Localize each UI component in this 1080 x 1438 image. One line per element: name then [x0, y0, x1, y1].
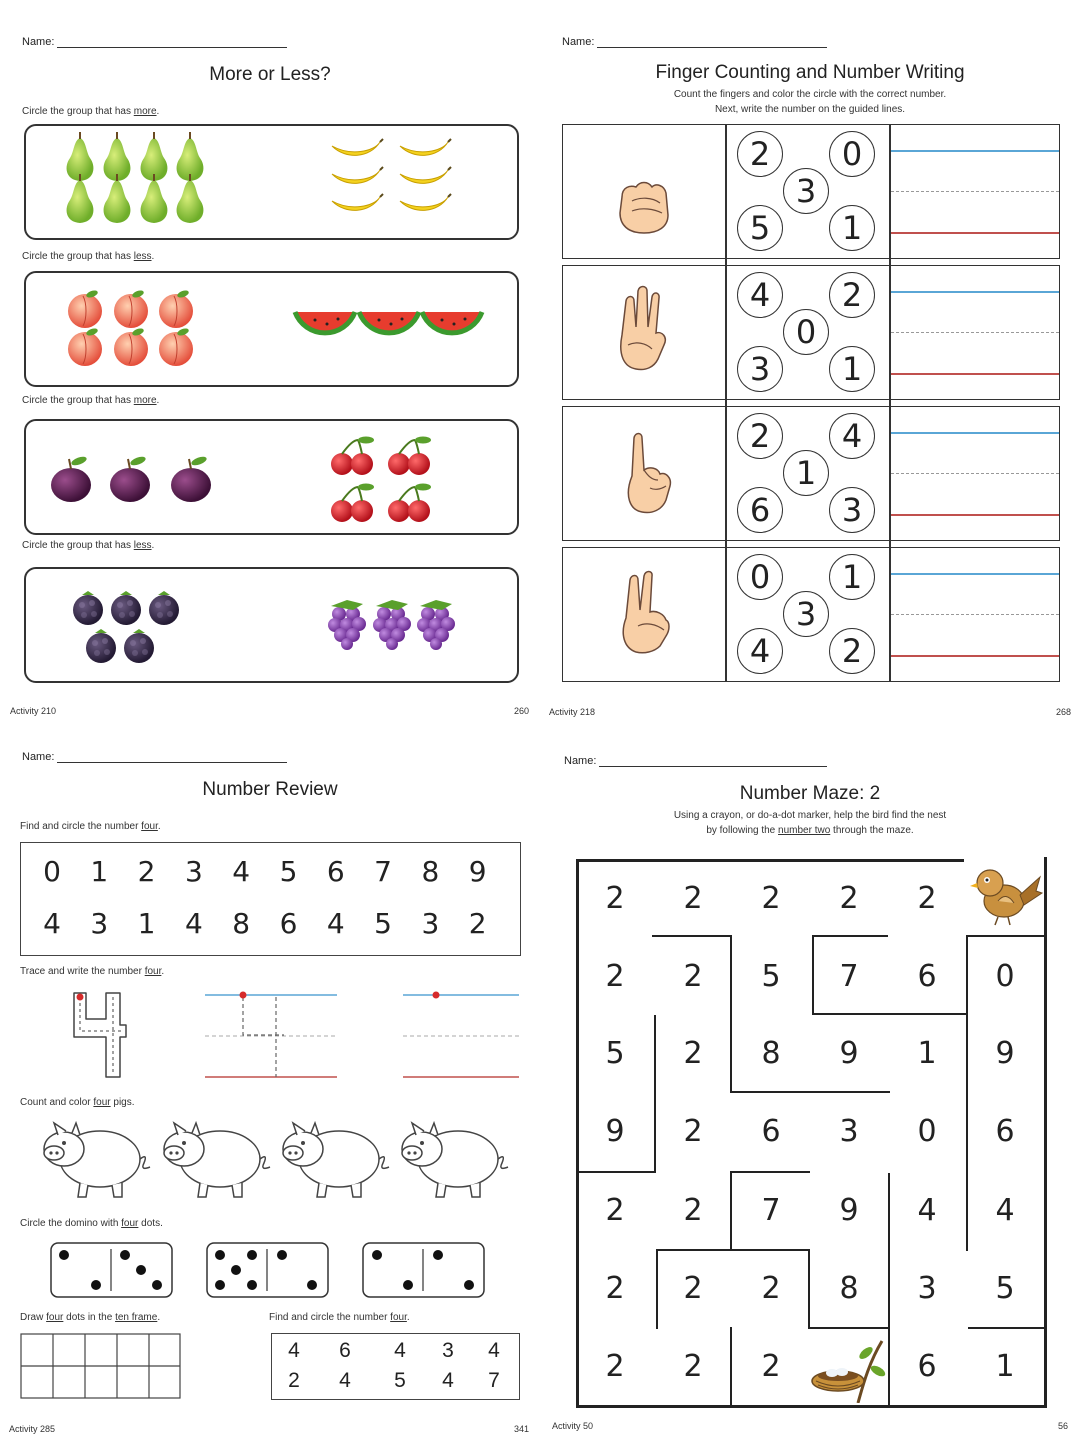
maze-wall: [730, 1327, 732, 1407]
maze-cell[interactable]: 2: [683, 1271, 703, 1306]
maze-cell[interactable]: 2: [683, 1193, 703, 1228]
maze-cell[interactable]: 5: [605, 1036, 625, 1071]
name-line[interactable]: [599, 766, 827, 767]
number-circle[interactable]: 1: [829, 205, 875, 251]
name-line[interactable]: [57, 762, 287, 763]
grid-number[interactable]: 2: [137, 855, 156, 888]
grid-number[interactable]: 4: [43, 907, 61, 940]
number-circle[interactable]: 5: [737, 205, 783, 251]
maze-cell[interactable]: 2: [761, 881, 781, 916]
footer-page: 56: [1058, 1421, 1069, 1431]
footer-activity: Activity 218: [549, 707, 596, 717]
pig-icon: [164, 1123, 270, 1197]
maze-cell[interactable]: 1: [917, 1036, 937, 1071]
name-label: Name:: [564, 755, 597, 767]
cherries-group: [331, 437, 431, 523]
writing-lines-1[interactable]: [891, 124, 1059, 259]
maze-cell[interactable]: 7: [761, 1193, 781, 1228]
maze-wall: [730, 1171, 732, 1251]
instruction-find-four-2: Find and circle the number four.: [269, 1312, 410, 1323]
number-circle[interactable]: 2: [737, 131, 783, 177]
maze-cell[interactable]: 9: [839, 1036, 859, 1071]
find-number[interactable]: 7: [488, 1369, 500, 1392]
footer-page: 341: [514, 1424, 530, 1434]
instruction-ten-frame: Draw four dots in the ten frame.: [20, 1312, 161, 1323]
page-title: Number Maze: 2: [739, 783, 881, 804]
maze-cell[interactable]: 2: [761, 1271, 781, 1306]
maze-wall: [730, 935, 732, 1093]
maze-wall: [1044, 857, 1047, 1407]
maze-wall: [812, 1013, 968, 1015]
maze-cell[interactable]: 8: [761, 1036, 781, 1071]
writing-lines-4[interactable]: [891, 547, 1059, 682]
footer-activity: Activity 210: [10, 706, 57, 716]
maze-cell[interactable]: 6: [917, 959, 937, 994]
number-circle[interactable]: 2: [829, 272, 875, 318]
worksheet-more-or-less: [0, 0, 540, 719]
maze-cell[interactable]: 0: [995, 959, 1015, 994]
instruction-4: Circle the group that has less.: [22, 540, 155, 551]
maze-cell[interactable]: 9: [839, 1193, 859, 1228]
number-circle[interactable]: 0: [783, 309, 829, 355]
maze-cell[interactable]: 2: [683, 881, 703, 916]
number-circle[interactable]: 4: [829, 413, 875, 459]
number-circle[interactable]: 6: [737, 487, 783, 533]
maze-wall: [966, 935, 1046, 937]
maze-wall: [888, 1327, 890, 1407]
maze-wall: [968, 1327, 1046, 1329]
trace-four-area[interactable]: [0, 979, 540, 1089]
maze-cell[interactable]: 4: [995, 1193, 1015, 1228]
maze-cell[interactable]: 6: [917, 1349, 937, 1384]
maze-wall: [730, 1171, 810, 1173]
maze-wall: [576, 1405, 1047, 1408]
maze-wall: [652, 935, 732, 937]
grid-number[interactable]: 0: [43, 855, 61, 888]
maze-wall: [730, 1091, 890, 1093]
grid-number[interactable]: 4: [326, 907, 345, 940]
fruit-illustrations: [0, 0, 540, 719]
grid-number[interactable]: 4: [184, 907, 203, 940]
maze-wall: [576, 859, 964, 862]
number-circle[interactable]: 1: [829, 346, 875, 392]
maze-wall: [576, 1171, 654, 1173]
number-circle[interactable]: 3: [829, 487, 875, 533]
footer-activity: Activity 50: [552, 1421, 594, 1431]
plums-group: [51, 455, 211, 502]
maze-wall: [812, 935, 888, 937]
number-circle[interactable]: 2: [737, 413, 783, 459]
writing-lines-2[interactable]: [891, 265, 1059, 400]
maze-cell[interactable]: 3: [917, 1271, 937, 1306]
grid-number[interactable]: 4: [232, 855, 251, 888]
maze-cell[interactable]: 2: [605, 1349, 625, 1384]
grid-number[interactable]: 1: [90, 855, 109, 888]
pig-icon: [283, 1123, 389, 1197]
instruction-3: Circle the group that has more.: [22, 395, 160, 406]
page-title: More or Less?: [209, 64, 331, 85]
column-divider: [725, 124, 727, 682]
grid-number[interactable]: 9: [468, 855, 487, 888]
maze-cell[interactable]: 2: [605, 881, 625, 916]
number-circle[interactable]: 2: [829, 628, 875, 674]
maze-wall: [656, 1249, 658, 1329]
maze-cell[interactable]: 2: [761, 1349, 781, 1384]
grid-number[interactable]: 7: [374, 855, 392, 888]
worksheet-number-maze: [540, 719, 1080, 1438]
grid-number[interactable]: 1: [137, 907, 156, 940]
find-number[interactable]: 2: [288, 1369, 300, 1392]
find-number[interactable]: 4: [488, 1339, 500, 1362]
peaches-group: [68, 289, 193, 366]
grid-number[interactable]: 2: [468, 907, 487, 940]
pigs-row: [0, 1117, 540, 1207]
number-circle[interactable]: 3: [737, 346, 783, 392]
pig-icon: [402, 1123, 508, 1197]
subtitle-line-2: by following the number two through the maze.: [706, 825, 914, 836]
grid-number[interactable]: 3: [421, 907, 440, 940]
maze-wall: [888, 1173, 890, 1329]
maze-wall: [576, 859, 579, 1407]
maze-wall: [656, 1249, 810, 1251]
number-circle[interactable]: 1: [783, 450, 829, 496]
maze-cell[interactable]: 0: [917, 1114, 937, 1149]
number-circle[interactable]: 0: [737, 554, 783, 600]
maze-cell[interactable]: 1: [995, 1349, 1015, 1384]
maze-cell[interactable]: 2: [605, 959, 625, 994]
find-number[interactable]: 6: [339, 1339, 351, 1362]
maze-cell[interactable]: 2: [683, 1349, 703, 1384]
maze-cell[interactable]: 8: [839, 1271, 859, 1306]
maze-cell[interactable]: 6: [995, 1114, 1015, 1149]
maze-cell[interactable]: 2: [683, 1114, 703, 1149]
maze-cell[interactable]: 3: [839, 1114, 859, 1149]
find-number[interactable]: 5: [394, 1369, 406, 1392]
number-circle[interactable]: 4: [737, 272, 783, 318]
maze-cell[interactable]: 2: [839, 881, 859, 916]
pig-icon: [44, 1123, 150, 1197]
maze-cell[interactable]: 2: [917, 881, 937, 916]
find-number[interactable]: 4: [339, 1369, 351, 1392]
instruction-count-pigs: Count and color four pigs.: [20, 1097, 135, 1108]
maze-cell[interactable]: 2: [683, 1036, 703, 1071]
maze-wall: [808, 1249, 810, 1329]
grid-number[interactable]: 8: [232, 907, 251, 940]
grid-number[interactable]: 6: [279, 907, 298, 940]
maze-wall: [808, 1327, 890, 1329]
find-number[interactable]: 4: [394, 1339, 406, 1362]
find-number[interactable]: 4: [442, 1369, 454, 1392]
subtitle-line-1: Count the fingers and color the circle with the correct number.: [673, 89, 947, 100]
maze-wall: [966, 935, 968, 1251]
grid-number[interactable]: 3: [90, 907, 109, 940]
maze-cell[interactable]: 9: [995, 1036, 1015, 1071]
number-circle[interactable]: 0: [829, 131, 875, 177]
maze-cell[interactable]: 4: [917, 1193, 937, 1228]
maze-cell[interactable]: 2: [605, 1271, 625, 1306]
writing-lines-3[interactable]: [891, 406, 1059, 541]
grid-number[interactable]: 3: [184, 855, 203, 888]
maze-cell[interactable]: 2: [605, 1193, 625, 1228]
worksheet-number-review: [0, 719, 540, 1438]
maze-cell[interactable]: 5: [995, 1271, 1015, 1306]
subtitle-line-1: Using a crayon, or do-a-dot marker, help the bird find the nest: [673, 810, 947, 821]
maze-cell[interactable]: 6: [761, 1114, 781, 1149]
bananas-group: [332, 139, 451, 210]
instruction-domino: Circle the domino with four dots.: [20, 1218, 163, 1229]
blackberries-group: [73, 591, 179, 663]
number-circle[interactable]: 4: [737, 628, 783, 674]
page-title: Number Review: [202, 779, 338, 800]
name-label: Name:: [562, 36, 595, 48]
ten-frame[interactable]: [20, 1333, 182, 1401]
maze-cell[interactable]: 9: [605, 1114, 625, 1149]
worksheet-finger-counting: [540, 0, 1080, 719]
dominoes-row[interactable]: [0, 1239, 540, 1303]
maze-wall: [812, 935, 814, 1015]
grid-number[interactable]: 5: [374, 907, 392, 940]
footer-activity: Activity 285: [9, 1424, 56, 1434]
maze-wall: [654, 1015, 656, 1173]
maze-cell[interactable]: 7: [839, 959, 859, 994]
footer-page: 260: [514, 706, 530, 716]
name-label: Name:: [22, 36, 55, 48]
page-title: Finger Counting and Number Writing: [655, 62, 965, 83]
pears-group: [67, 132, 204, 223]
instruction-2: Circle the group that has less.: [22, 251, 155, 262]
footer-page: 268: [1056, 707, 1072, 717]
instruction-find-four: Find and circle the number four.: [20, 821, 161, 832]
grapes-group: [328, 600, 455, 650]
subtitle-line-2: Next, write the number on the guided lines.: [714, 104, 906, 115]
instruction-1: Circle the group that has more.: [22, 106, 160, 117]
grid-number[interactable]: 5: [279, 855, 298, 888]
name-label: Name:: [22, 751, 55, 763]
number-circle[interactable]: 3: [783, 591, 829, 637]
maze-cell[interactable]: 5: [761, 959, 781, 994]
maze-cell[interactable]: 2: [683, 959, 703, 994]
number-circle[interactable]: 3: [783, 168, 829, 214]
nest-icon: [808, 1331, 886, 1403]
bird-icon: [968, 859, 1044, 933]
grid-number[interactable]: 8: [421, 855, 440, 888]
instruction-trace-four: Trace and write the number four.: [20, 966, 165, 977]
watermelons-group: [295, 312, 482, 333]
number-circle[interactable]: 1: [829, 554, 875, 600]
find-number[interactable]: 3: [442, 1339, 454, 1362]
find-number[interactable]: 4: [288, 1339, 300, 1362]
grid-number[interactable]: 6: [326, 855, 345, 888]
